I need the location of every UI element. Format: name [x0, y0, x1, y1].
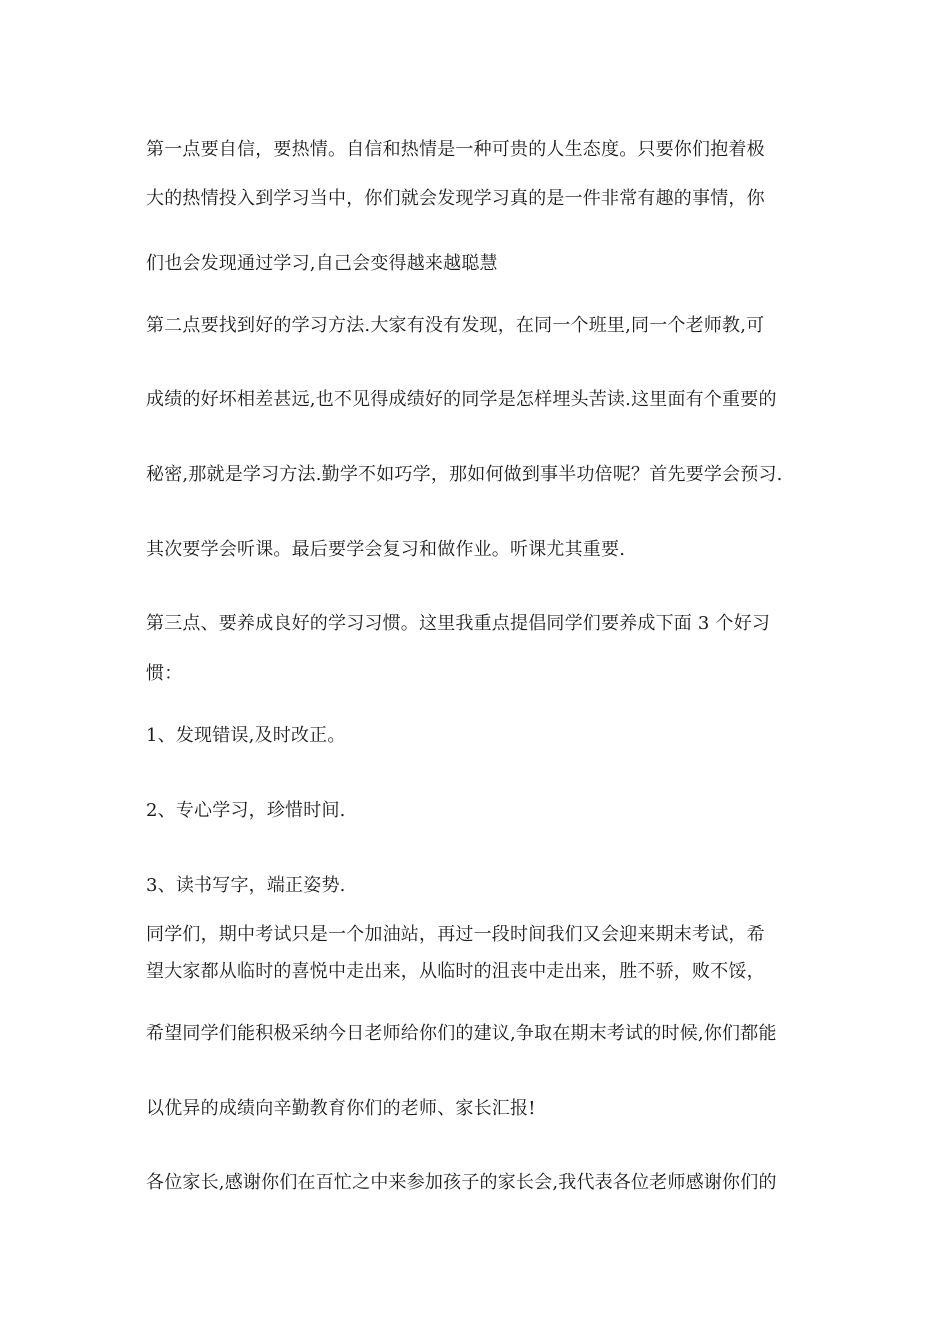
paragraph-2-line-2: 成绩的好坏相差甚远,也不见得成绩好的同学是怎样埋头苦读.这里面有个重要的: [146, 389, 777, 410]
paragraph-2-line-3: 秘密,那就是学习方法.勤学不如巧学，那如何做到事半功倍呢？首先要学会预习.: [146, 464, 783, 485]
paragraph-2-line-1: 第二点要找到好的学习方法.大家有没有发现，在同一个班里,同一个老师教,可: [146, 315, 765, 336]
paragraph-1-line-2: 大的热情投入到学习当中，你们就会发现学习真的是一件非常有趣的事情，你: [146, 188, 765, 209]
paragraph-4-line-3: 希望同学们能积极采纳今日老师给你们的建议,争取在期末考试的时候,你们都能: [146, 1023, 777, 1044]
paragraph-1-line-1: 第一点要自信，要热情。自信和热情是一种可贵的人生态度。只要你们抱着极: [146, 139, 765, 160]
list-item-3: 3、读书写字，端正姿势.: [146, 875, 346, 896]
paragraph-1-line-3: 们也会发现通过学习,自己会变得越来越聪慧: [146, 253, 498, 274]
paragraph-4-line-1: 同学们，期中考试只是一个加油站，再过一段时间我们又会迎来期末考试，希: [146, 924, 765, 945]
paragraph-5-line-1: 各位家长,感谢你们在百忙之中来参加孩子的家长会,我代表各位老师感谢你们的: [146, 1172, 777, 1193]
paragraph-4-line-4: 以优异的成绩向辛勤教育你们的老师、家长汇报!: [146, 1098, 536, 1119]
paragraph-3-line-2: 惯：: [146, 663, 183, 684]
paragraph-2-line-4: 其次要学会听课。最后要学会复习和做作业。听课尤其重要.: [146, 539, 626, 560]
paragraph-4-line-2: 望大家都从临时的喜悦中走出来，从临时的沮丧中走出来，胜不骄，败不馁，: [146, 961, 765, 982]
paragraph-3-line-1: 第三点、要养成良好的学习习惯。这里我重点提倡同学们要养成下面 3 个好习: [146, 613, 771, 634]
list-item-1: 1、发现错误,及时改正。: [146, 725, 346, 746]
list-item-2: 2、专心学习，珍惜时间.: [146, 800, 346, 821]
